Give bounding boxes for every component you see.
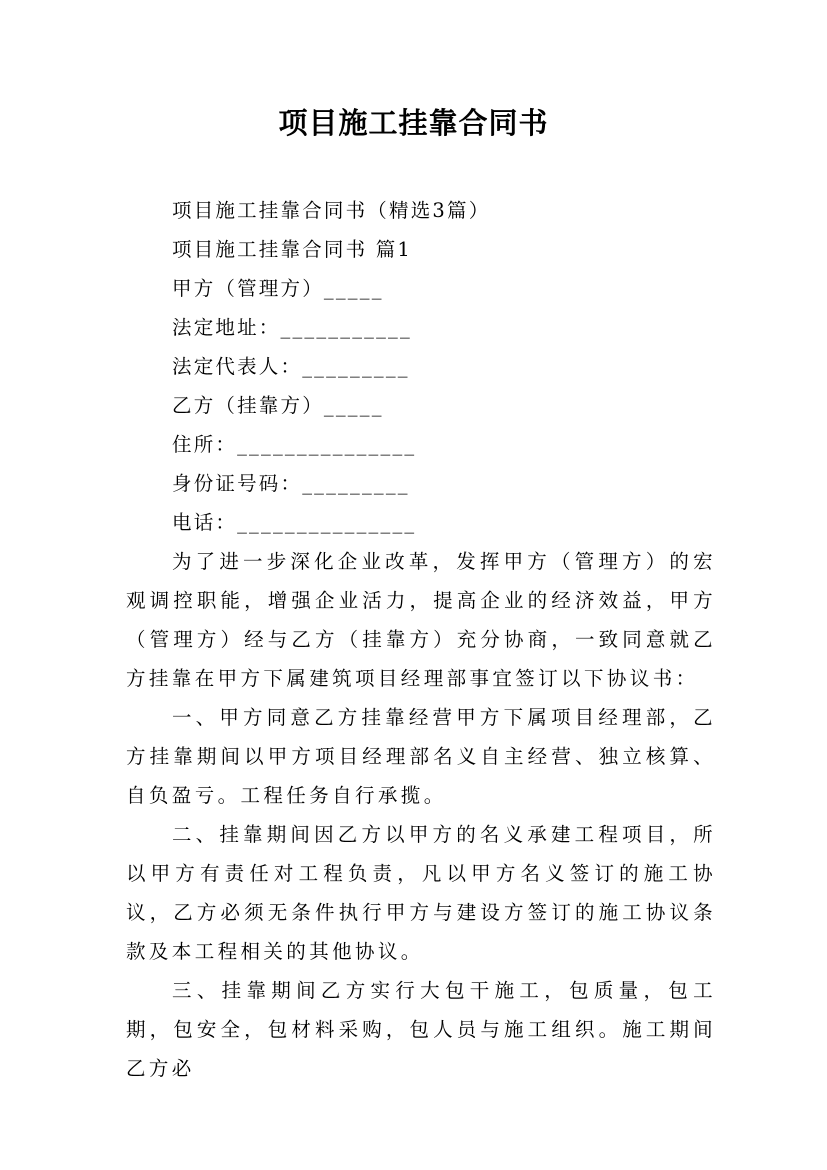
document-body — [126, 191, 716, 1088]
clause-1-paragraph: 一、甲方同意乙方挂靠经营甲方下属项目经理部，乙方挂靠期间以甲方项目经理部名义自主经营、独立核算、自负盈亏。工程任务自行承揽。 — [126, 706, 716, 807]
residence-field: 住所：_______________ — [172, 433, 417, 456]
document-subtitle: 项目施工挂靠合同书（精选3篇） — [172, 199, 491, 222]
legal-representative-field: 法定代表人：_________ — [172, 355, 410, 378]
preamble-paragraph: 为了进一步深化企业改革，发挥甲方（管理方）的宏观调控职能，增强企业活力，提高企业的经济效益，甲方（管理方）经与乙方（挂靠方）充分协商，一致同意就乙方挂靠在甲方下属建筑项目经理部事宜签订以下协议书： — [126, 550, 716, 690]
party-a-field: 甲方（管理方）_____ — [172, 277, 384, 300]
legal-address-field: 法定地址：___________ — [172, 316, 412, 339]
section-heading: 项目施工挂靠合同书 篇1 — [172, 238, 413, 261]
phone-field: 电话：_______________ — [172, 511, 417, 534]
id-number-field: 身份证号码：_________ — [172, 472, 410, 495]
clause-3-paragraph: 三、挂靠期间乙方实行大包干施工，包质量，包工期，包安全，包材料采购，包人员与施工组织。施工期间乙方必 — [126, 979, 716, 1080]
clause-2-paragraph: 二、挂靠期间因乙方以甲方的名义承建工程项目，所以甲方有责任对工程负责，凡以甲方名义签订的施工协议，乙方必须无条件执行甲方与建设方签订的施工协议条款及本工程相关的其他协议。 — [126, 823, 716, 963]
party-b-field: 乙方（挂靠方）_____ — [172, 394, 384, 417]
document-title: 项目施工挂靠合同书 — [278, 106, 549, 140]
